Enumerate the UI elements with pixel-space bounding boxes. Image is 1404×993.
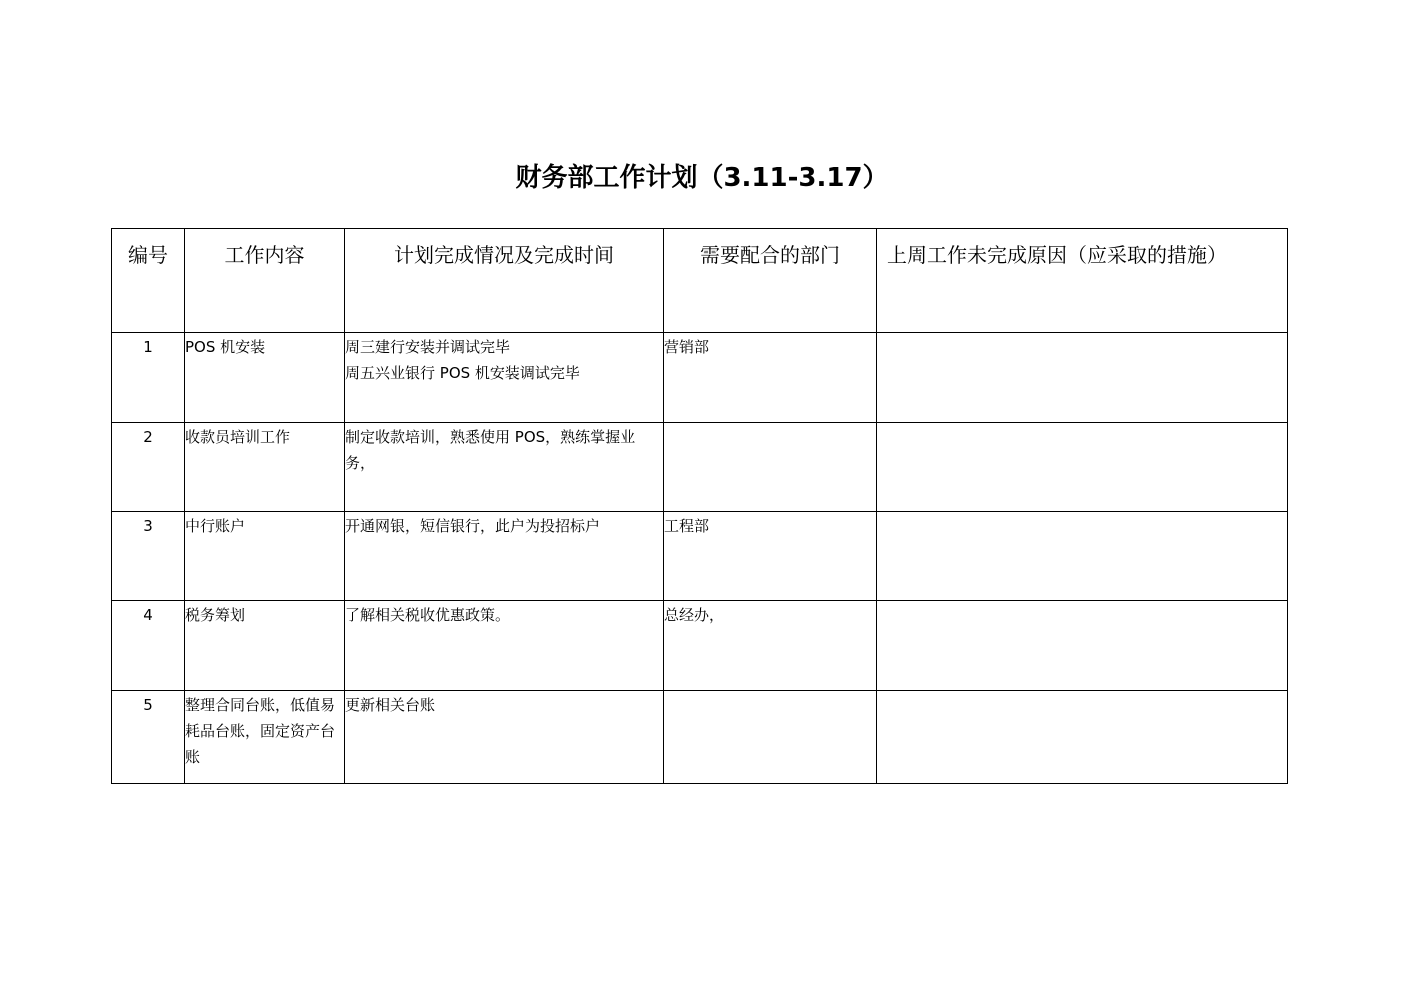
table-row [112,601,1288,691]
row-reason [877,333,1288,423]
row-work-content: POS 机安装 [185,333,345,423]
row-work-content: 中行账户 [185,512,345,601]
row-dept: 工程部 [664,512,877,601]
work-plan-table [111,228,1288,784]
row-number: 1 [112,333,185,423]
header-work-content: 工作内容 [185,229,345,333]
table-row [112,423,1288,512]
plan-line: 周五兴业银行 POS 机安装调试完毕 [345,364,580,382]
row-dept [664,423,877,512]
header-plan-completion: 计划完成情况及完成时间 [345,229,664,333]
row-plan [345,512,664,601]
table-header-row [112,229,1288,333]
row-plan [345,601,664,691]
header-number: 编号 [112,229,185,333]
row-reason [877,601,1288,691]
header-incomplete-reason: 上周工作未完成原因（应采取的措施） [877,229,1288,333]
row-work-content: 收款员培训工作 [185,423,345,512]
row-reason [877,423,1288,512]
table-row [112,691,1288,784]
row-work-content: 税务筹划 [185,601,345,691]
plan-line: 了解相关税收优惠政策。 [345,606,511,624]
row-number: 3 [112,512,185,601]
row-plan [345,333,664,423]
row-dept: 营销部 [664,333,877,423]
row-plan [345,691,664,784]
header-cooperating-dept: 需要配合的部门 [664,229,877,333]
row-number: 2 [112,423,185,512]
row-reason [877,512,1288,601]
row-number: 4 [112,601,185,691]
plan-line: 开通网银，短信银行，此户为投招标户 [345,517,601,535]
plan-line: 更新相关台账 [345,696,436,714]
table-row [112,512,1288,601]
plan-line: 制定收款培训，熟悉使用 POS，熟练掌握业务， [345,428,636,472]
row-work-content: 整理合同台账，低值易耗品台账，固定资产台账 [185,691,345,784]
row-dept: 总经办， [664,601,877,691]
page-title: 财务部工作计划（3.11-3.17） [515,163,889,193]
table-row [112,333,1288,423]
row-plan [345,423,664,512]
plan-line: 周三建行安装并调试完毕 [345,338,511,356]
row-reason [877,691,1288,784]
row-number: 5 [112,691,185,784]
row-dept [664,691,877,784]
